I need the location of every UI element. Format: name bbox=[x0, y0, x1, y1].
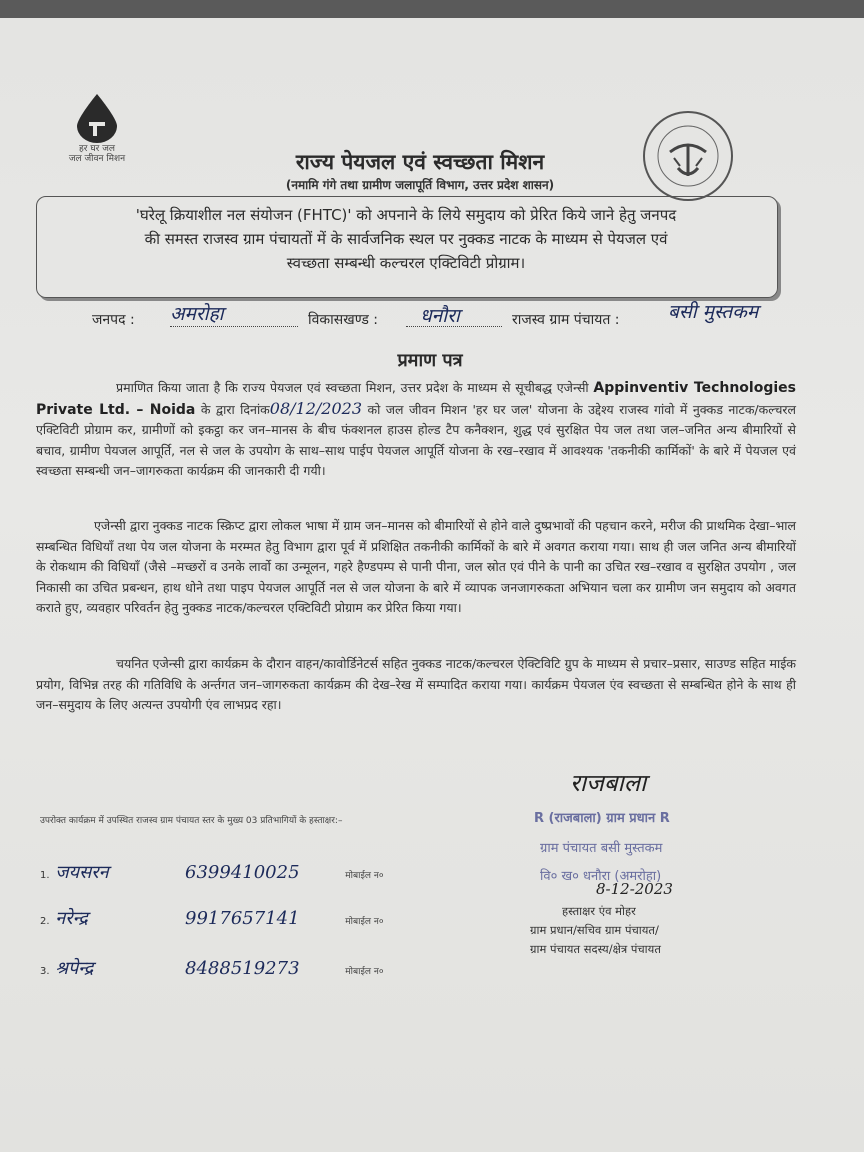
participant-index: 1. bbox=[40, 870, 50, 881]
paragraph-1 bbox=[36, 378, 796, 482]
panchayat-label: राजस्व ग्राम पंचायत : bbox=[512, 312, 620, 328]
mobile-label: मोबाईल न० bbox=[345, 967, 384, 977]
mission-subtitle: (नमामि गंगे तथा ग्रामीण जलापूर्ति विभाग, उत्तर प्रदेश शासन) bbox=[285, 178, 555, 192]
participant-index: 2. bbox=[40, 916, 50, 927]
participant-name: श्रपेन्द्र bbox=[55, 958, 94, 979]
participant-phone: 8488519273 bbox=[185, 958, 300, 979]
stamp-line-2: ग्राम पंचायत बसी मुस्तकम bbox=[540, 841, 663, 856]
program-line-2: की समस्त राजस्व ग्राम पंचायतों में के सार्वजनिक स्थल पर नुक्कड नाटक के माध्यम से पेयजल एवं bbox=[144, 230, 668, 248]
sig-label-3: ग्राम पंचायत सदस्य/क्षेत्र पंचायत bbox=[530, 942, 661, 956]
p2-body: एजेन्सी द्वारा नुक्कड नाटक स्क्रिप्ट द्वारा लोकल भाषा में ग्राम जन–मानस को बीमारियों से होने वाले दुष्प्रभावों की पहचान करने, मरीज की प्राथमिक देखा–भाल सम्बन्धित विधियाँ तथा पेय जल योजना के मरम्मत हेतु विभाग द्वारा पूर्व में प्रशिक्षित तकनीकी कार्मिकों के बारे में अवगत कराया गया। साथ ही जल जनित अन्य बीमारियों के रोकथाम की विधियाँ (जैसे –मच्छरों व उनके लार्वो का उन्मूलन, गहरे हैण्डपम्प से पानी पीना, जल स्रोत एवं पीने के पानी का उचित रख–रखाव व सुरक्षित उपयोग , जल निकासी का उचित प्रबन्धन, हाथ धोने तथा पाइप पेयजल आपूर्ति नल से जल योजना के बारे में व्यापक जनजागरुकता अभियान चला कर ग्रामीण जन समुदाय को अवगत कराते हुए, व्यवहार परिवर्तन हेतु नुक्कड नाटक/कल्चरल एक्टिविटी प्रोग्राम कर प्रेरित किया गया। bbox=[36, 518, 796, 615]
district-label: जनपद : bbox=[92, 312, 135, 328]
participant-phone: 6399410025 bbox=[185, 862, 300, 883]
event-date: 08/12/2023 bbox=[269, 398, 363, 418]
water-drop-icon bbox=[71, 92, 123, 144]
mobile-label: मोबाईल न० bbox=[345, 871, 384, 881]
p1-intro: प्रमाणित किया जाता है कि राज्य पेयजल एवं स्वच्छता मिशन, उत्तर प्रदेश के माध्यम से सूचीबद्ध एजेन्सी bbox=[116, 380, 589, 395]
logo-caption-2: जल जीवन मिशन bbox=[68, 154, 126, 164]
stamp-line-1: R (राजबाला) ग्राम प्रधान R bbox=[534, 811, 670, 826]
signature-date: 8-12-2023 bbox=[596, 880, 673, 898]
signature-labels bbox=[530, 902, 760, 959]
participants-note: उपरोक्त कार्यक्रम में उपस्थित राजस्व ग्राम पंचायत स्तर के मुख्य 03 प्रतिभागियों के हस्ताक्षर:– bbox=[40, 816, 343, 826]
participant-index: 3. bbox=[40, 966, 50, 977]
block-label: विकासखण्ड : bbox=[308, 312, 379, 328]
p1-date-label: के द्वारा दिनांक bbox=[200, 401, 270, 417]
stamp-line-3: वि० ख० धनौरा (अमरोहा) bbox=[540, 869, 662, 884]
participant-row-3 bbox=[40, 956, 384, 980]
program-line-3: स्वच्छता सम्बन्धी कल्चरल एक्टिविटी प्रोग्राम। bbox=[286, 254, 526, 272]
block-underline bbox=[406, 326, 502, 327]
participant-row-1 bbox=[40, 860, 384, 884]
certificate-title: प्रमाण पत्र bbox=[397, 350, 463, 371]
participant-name: जयसरन bbox=[55, 862, 109, 883]
paragraph-2 bbox=[36, 516, 796, 619]
pradhan-signature: राजबाला bbox=[570, 769, 647, 797]
up-government-seal bbox=[640, 108, 736, 204]
program-line-1: 'घरेलू क्रियाशील नल संयोजन (FHTC)' को अपनाने के लिये समुदाय को प्रेरित किये जाने हेतु जनपद bbox=[135, 206, 677, 224]
program-description-text bbox=[44, 203, 768, 275]
mission-title: राज्य पेयजल एवं स्वच्छता मिशन bbox=[295, 150, 545, 174]
participant-phone: 9917657141 bbox=[185, 908, 300, 929]
participant-row-2 bbox=[40, 906, 384, 930]
participant-name: नरेन्द्र bbox=[55, 908, 88, 929]
sig-label-1: हस्ताक्षर एंव मोहर bbox=[562, 904, 636, 918]
p3-body: चयनित एजेन्सी द्वारा कार्यक्रम के दौरान वाहन/कावोर्डिनेटर्स सहित नुक्कड नाटक/कल्चरल ऐक्टिविटि ग्रुप के माध्यम से प्रचार–प्रसार, साउण्ड सहित माईक प्रयोग, विभिन्न तरह की गतिविधि के अर्न्तगत जन–जागरुकता कार्यक्रम की देख–रेख में सम्पादित कराया गया। कार्यक्रम पेयजल एंव स्वच्छता से सम्बन्धित होने के साथ ही जन–समुदाय के लिए अत्यन्त उपयोगी एंव लाभप्रद रहा। bbox=[36, 656, 796, 712]
block-value: धनौरा bbox=[420, 305, 460, 327]
har-ghar-jal-logo bbox=[52, 92, 142, 164]
p1-body: को जल जीवन मिशन 'हर घर जल' योजना के उद्देश्य राजस्व गांवो में नुक्कड नाटक/कल्चरल एक्टिविटी प्रोग्राम कर, ग्रामीणों को इकट्ठा कर जन–मानस के बीच फंक्शनल हाउस होल्ड टैप कनैक्शन, शुद्ध एवं सुरक्षित पेय जल तथा जल–जनित अन्य बीमारियों से बचाव, ग्रामीण पेयजल आपूर्ति, नल से जल के उपयोग के साथ–साथ पाईप पेयजल आपूर्ति योजना के रख–रखाव में आवश्यक 'तकनीकी कार्मिकों' के बारे में पेयजल एवं स्वच्छता सम्बन्धी जन–जागरुकता कार्यक्रम की जानकारी दी गयी। bbox=[36, 401, 796, 478]
mobile-label: मोबाईल न० bbox=[345, 917, 384, 927]
agency-name: Appinventiv Technologies Private Ltd. – Noida bbox=[36, 380, 796, 418]
panchayat-value: बसी मुस्तकम bbox=[668, 301, 759, 323]
district-value: अमरोहा bbox=[170, 303, 224, 325]
logo-caption-1: हर घर जल bbox=[79, 144, 115, 154]
district-underline bbox=[170, 326, 298, 327]
sig-label-2: ग्राम प्रधान/सचिव ग्राम पंचायत/ bbox=[530, 923, 659, 937]
paragraph-3 bbox=[36, 654, 796, 716]
state-emblem-icon bbox=[640, 108, 736, 204]
